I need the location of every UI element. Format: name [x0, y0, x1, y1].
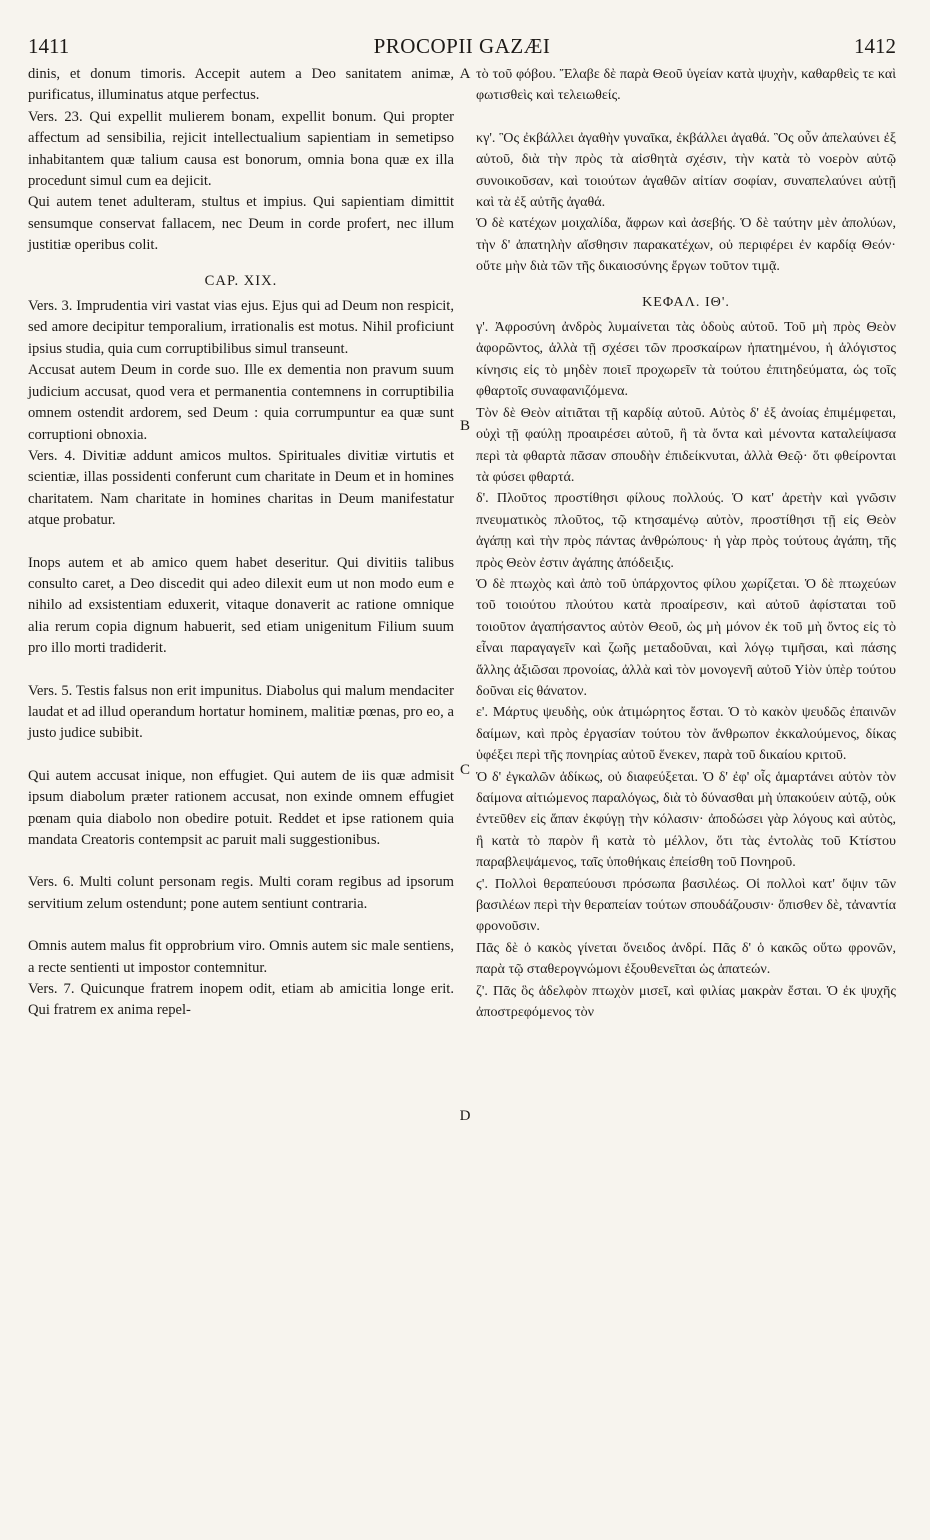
latin-paragraph: dinis, et donum timoris. Accepit autem a Deo sanitatem animæ, purificatus, illuminatus atque perfectus.: [28, 66, 454, 104]
margin-letter-c: C: [459, 762, 470, 778]
latin-spacer: [28, 851, 454, 872]
greek-paragraph: ε'. Μάρτυς ψευδὴς, οὐκ ἀτιμώρητος ἔσται. Ὁ τὸ κακὸν ψευδῶς ἐπαινῶν δαίμων, καὶ πρὸς ἐργασίαν τούτου τὸν ἄνθρωπον ἐκκαλούμενος, δίκας ὑφέξει περὶ τῆς πονηρίας αὐτοῦ ἕνεκεν, παρὰ τοῦ δικαίου κριτοῦ.: [476, 704, 896, 764]
latin-paragraph: Vers. 5. Testis falsus non erit impunitus. Diabolus qui malum mendaciter laudat et ad illud operandum hortatur hominem, malitiæ pœnas, pro eo, a justo judice subibit.: [28, 682, 454, 742]
greek-spacer: [476, 107, 896, 128]
latin-paragraph: Vers. 4. Divitiæ addunt amicos multos. Spirituales divitiæ virtutis et scientiæ, illas possidenti conferunt cum charitate in Deum et in homines charitatem. Nam charitate in homines charitas in Deum manifestatur atque probatur.: [28, 447, 454, 529]
latin-spacer: [28, 745, 454, 766]
latin-paragraph: Vers. 3. Imprudentia viri vastat vias ejus. Ejus qui ad Deum non respicit, sed amore decipitur temporalium, irrationalis est motus. Nihil proficiunt ipsius studia, quia cum corruptibilibus simul transeunt.: [28, 298, 454, 357]
latin-chapter-heading: CAP. XIX.: [204, 272, 278, 289]
latin-paragraph: Qui autem accusat inique, non effugiet. Qui autem de iis quæ admisit ipsum diabolum præter rationem accusat, non exinde omnem effugiet pœnam quia diabolo non obedire potuit. Reddet et ipse rationem quia mandata Creatoris contempsit ac paruit mali suggestionibus.: [28, 767, 454, 848]
latin-paragraph: Vers. 23. Qui expellit mulierem bonam, expellit bonum. Qui propter affectum ad sensibilia, rejicit intellectualium sapientiam in semetipso inhabitantem quæ talium causa est bonorum, omnia bona quæ ex illa procedunt simul cum ea dejicit.: [28, 108, 454, 190]
greek-paragraph: δ'. Πλοῦτος προστίθησι φίλους πολλούς. Ὁ κατ' ἀρετὴν καὶ γνῶσιν πνευματικὸς πλοῦτος, τῷ κτησαμένῳ αὐτὸν, προστίθησι τῇ εἰς Θεὸν ἀγάπῃ καὶ τὴν πρὸς πάντας ἀνθρώπους· ἡ γὰρ πρὸς τούτους ἀγάπη, τῆς πρὸς Θεὸν ἐστιν ἀγάπης ἀπόδειξις.: [476, 490, 896, 571]
latin-paragraph: Qui autem tenet adulteram, stultus et impius. Qui sapientiam dimittit sensumque conservat fallacem, nec Deum in corde profert, nec illum justitiæ operibus colit.: [28, 194, 454, 254]
greek-paragraph: Ὁ δ' ἐγκαλῶν ἀδίκως, οὐ διαφεύξεται. Ὁ δ' ἐφ' οἷς ἁμαρτάνει αὐτὸν τὸν δαίμονα αἰτιώμενος παραλόγως, διὰ τὸ δύνασθαι μὴ ὑπακούειν αὐτῷ, οὐκ ἐντεῦθεν εἰς ἅπαν ἐκφύγῃ τὴν κόλασιν· ἀποδώσει γὰρ λόγους καὶ αὐτὸς, ἢ κατὰ τὸ παρὸν ἢ κατὰ τὸ μέλλον, ὅτι τὰς ἐντολὰς τοῦ Κτίστου παραβλεψάμενος, ταῖς ὑποθήκαις ἐπείσθη τοῦ Πονηροῦ.: [476, 768, 896, 871]
greek-paragraph: ζ'. Πᾶς ὃς ἀδελφὸν πτωχὸν μισεῖ, καὶ φιλίας μακρὰν ἔσται. Ὁ ἐκ ψυχῆς ἀποστρεφόμενος τὸν: [476, 982, 896, 1021]
page-number-right: 1412: [854, 34, 896, 58]
page-header: [28, 34, 896, 62]
greek-chapter-heading: ΚΕΦΑΛ. ΙΘ'.: [642, 293, 730, 310]
greek-paragraph: Ὁ δὲ κατέχων μοιχαλίδα, ἄφρων καὶ ἀσεβής. Ὁ δὲ ταύτην μὲν ἀπολύων, τὴν δ' ἀπατηλὴν αἴσθησιν παρακατέχων, οὐ περιφέρει ἐν καρδίᾳ Θεόν· οὔτε μὴν διὰ τῶν τῆς δικαιοσύνης ἔργων τοῦτον τιμᾷ.: [476, 215, 896, 275]
greek-paragraph: τὸ τοῦ φόβου. Ἔλαβε δὲ παρὰ Θεοῦ ὑγείαν κατὰ ψυχὴν, καθαρθεὶς τε καὶ φωτισθεὶς καὶ τελειωθείς.: [476, 66, 896, 104]
greek-paragraph: Ὁ δὲ πτωχὸς καὶ ἀπὸ τοῦ ὑπάρχοντος φίλου χωρίζεται. Ὁ δὲ πτωχεύων τοῦ τοιούτου πλούτου κατὰ προαίρεσιν, καὶ αὐτοῦ ἀφίσταται τοῦ τοιοῦτον ἀγαπήσαντος αὐτὸν Θεοῦ, ὡς μὴ μόνον ἐκ τοῦ μὴ ὄντος εἰς τὸ εἶναι παραγαγεῖν καὶ ζωῆς μεταδοῦναι, καὶ λόγῳ τιμῆσαι, καὶ πάσης ἄλλης ἀξιῶσαι προνοίας, ἀλλὰ καὶ τὸν μονογενῆ αὐτοῦ Υἱὸν ὑπὲρ τούτου δοῦναι εἰς θάνατον.: [476, 575, 896, 699]
latin-spacer: [28, 660, 454, 681]
greek-paragraph: Τὸν δὲ Θεὸν αἰτιᾶται τῇ καρδίᾳ αὐτοῦ. Αὐτὸς δ' ἐξ ἀνοίας ἐπιμέμφεται, οὐχὶ τῇ φαύλῃ προαιρέσει αὐτοῦ, ἢ τὰ ὄντα καὶ μένοντα καταλείψασα περὶ τὰ φθαρτὰ πᾶσαν σπουδὴν ἐπιδείκνυται, ἀλλὰ Θεῷ· ὅτι φθείρονται τὰ φύσει φθαρτά.: [476, 404, 896, 485]
latin-paragraph: Vers. 7. Quicunque fratrem inopem odit, etiam ab amicitia longe erit. Qui fratrem ex anima repel-: [28, 981, 454, 1019]
margin-letter-d: D: [459, 1108, 471, 1124]
latin-paragraph: Vers. 6. Multi colunt personam regis. Multi coram regibus ad ipsorum servitium zelum ostendunt; pone autem sentiunt contraria.: [28, 874, 454, 912]
greek-column: [476, 64, 896, 1023]
latin-paragraph: Omnis autem malus fit opprobrium viro. Omnis autem sic male sentiens, a recte sentienti ut impostor contemnitur.: [28, 938, 454, 976]
latin-column: [28, 64, 454, 1022]
latin-spacer: [28, 915, 454, 936]
greek-paragraph: Πᾶς δὲ ὁ κακὸς γίνεται ὄνειδος ἀνδρί. Πᾶς δ' ὁ κακῶς οὕτω φρονῶν, παρὰ τῷ σταθερογνώμονι ἐξουθενεῖται ὡς ἀπατεών.: [476, 939, 896, 978]
greek-paragraph: ϛ'. Πολλοὶ θεραπεύουσι πρόσωπα βασιλέως. Οἱ πολλοὶ κατ' ὄψιν τῶν βασιλέων περὶ τὴν θεραπείαν τούτων σπουδάζουσιν· ὄπισθεν δὲ, τἀναντία φρονοῦσιν.: [476, 875, 896, 935]
running-title: PROCOPII GAZÆI: [373, 34, 551, 58]
latin-paragraph: Inops autem et ab amico quem habet deseritur. Qui divitiis talibus consulto caret, a Deo discedit qui adeo dilexit eum ut non modo eum e nihilo ad exsistentiam eduxerit, vitaque donaverit ac ratione omnique alia rerum copia dignum habuerit, sed etiam unigenitum Filium suum pro illo morti tradiderit.: [28, 554, 454, 657]
greek-paragraph: γ'. Ἀφροσύνη ἀνδρὸς λυμαίνεται τὰς ὁδοὺς αὐτοῦ. Τοῦ μὴ πρὸς Θεὸν ἀφορῶντος, ἀλλὰ τῇ σχέσει τῶν προσκαίρων ἠπατημένου, ἡ ἀλόγιστος κίνησις εἰς τὸ μηδὲν ποιεῖ προχωρεῖν τὰ τούτου ἐπιτηδεύματα, ὡς τοῖς φθαρτοῖς συναφανιζόμενα.: [476, 319, 896, 400]
latin-paragraph: Accusat autem Deum in corde suo. Ille ex dementia non pravum suum judicium accusat, quod vera et permanentia contemnens in corruptibilia omnem ostendit ardorem, sed Deum : quia corrumpuntur ea quæ sunt corruptioni obnoxia.: [28, 362, 454, 443]
greek-paragraph: κγ'. Ὃς ἐκβάλλει ἀγαθὴν γυναῖκα, ἐκβάλλει ἀγαθά. Ὃς οὖν ἀπελαύνει ἐξ αὑτοῦ, διὰ τὴν πρὸς τὰ αἰσθητὰ σχέσιν, τὴν κατὰ τὸ νοερὸν αὐτῷ συνοικοῦσαν, καὶ τοιούτων ἀγαθῶν αἰτίαν σοφίαν, συναπελαύνει αὐτῇ καὶ τὰ ἐξ αὐτῆς ἀγαθά.: [476, 129, 896, 211]
page-number-left: 1411: [28, 34, 70, 58]
margin-letter-a: A: [459, 66, 471, 82]
margin-letter-b: B: [459, 418, 470, 434]
latin-spacer: [28, 532, 454, 553]
